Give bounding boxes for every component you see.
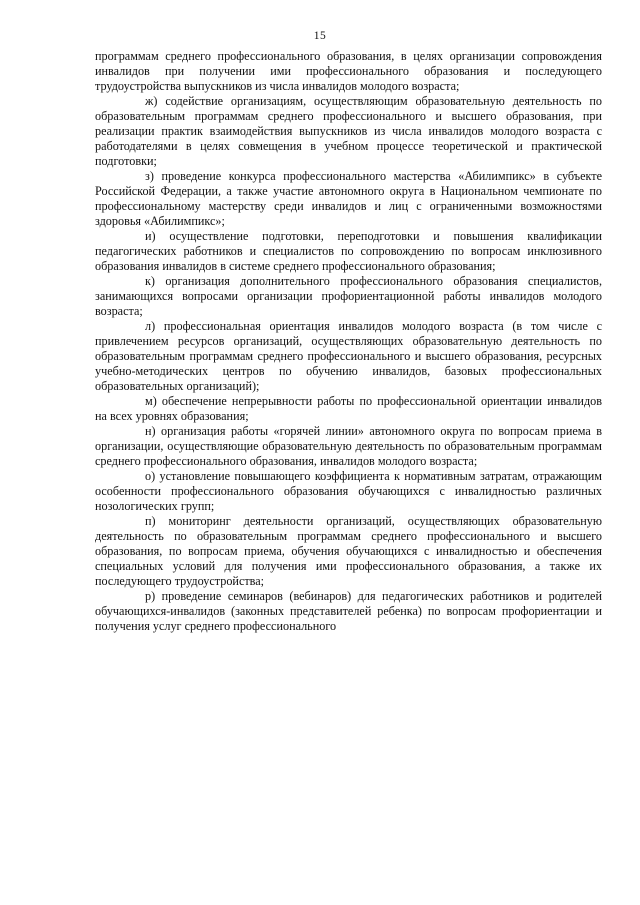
paragraph-item-z: з) проведение конкурса профессионального мастерства «Абилимпикс» в субъекте Российской Федерации, а также участие автономного округа в Национальном чемпионате по профессиональному мастерству среди инвалидов и лиц с ограниченными возможностями здоровья «Абилимпикс»; [95, 169, 602, 228]
paragraph-item-zh: ж) содействие организациям, осуществляющим образовательную деятельность по образовательным программам среднего профессионального и высшего образования, при реализации практик взаимодействия выпускников из числа инвалидов молодого возраста с работодателями в целях совмещения в учебном процессе теоретической и практической подготовки; [95, 94, 602, 168]
paragraph-item-m: м) обеспечение непрерывности работы по профессиональной ориентации инвалидов на всех уровнях образования; [95, 394, 602, 423]
page-number: 15 [313, 30, 327, 42]
paragraph-item-l: л) профессиональная ориентация инвалидов молодого возраста (в том числе с привлечением ресурсов организаций, осуществляющих образовательную деятельность по образовательным программам среднего профессионального и высшего образования, ресурсных учебно-методических центров по обучению инвалидов, базовых профессиональных образовательных организаций); [95, 319, 602, 393]
paragraph-continuation: программам среднего профессионального образования, в целях организации сопровождения инвалидов при получении ими профессионального образования и последующего трудоустройства выпускников из числа инвалидов молодого возраста; [95, 49, 602, 93]
paragraph-item-p: п) мониторинг деятельности организаций, осуществляющих образовательную деятельность по образовательным программам среднего профессионального и высшего образования, по вопросам приема, обучения обучающихся с инвалидностью и обеспечения специальных условий для получения ими профессионального образования, а также их последующего трудоустройства; [95, 514, 602, 588]
paragraph-item-n: н) организация работы «горячей линии» автономного округа по вопросам приема в организации, осуществляющие образовательную деятельность по образовательным программам среднего профессионального образования, инвалидов молодого возраста; [95, 424, 602, 468]
paragraph-item-o: о) установление повышающего коэффициента к нормативным затратам, отражающим особенности профессионального образования обучающихся с инвалидностью различных нозологических групп; [95, 469, 602, 513]
paragraph-item-r: р) проведение семинаров (вебинаров) для педагогических работников и родителей обучающихся-инвалидов (законных представителей ребенка) по вопросам профориентации и получения услуг среднего профессионального [95, 589, 602, 633]
paragraph-item-k: к) организация дополнительного профессионального образования специалистов, занимающихся вопросами организации профориентационной работы инвалидов молодого возраста; [95, 274, 602, 318]
document-body [95, 49, 602, 634]
paragraph-item-i: и) осуществление подготовки, переподготовки и повышения квалификации педагогических работников и специалистов по сопровождению по вопросам инклюзивного образования инвалидов в системе среднего профессионального образования; [95, 229, 602, 273]
